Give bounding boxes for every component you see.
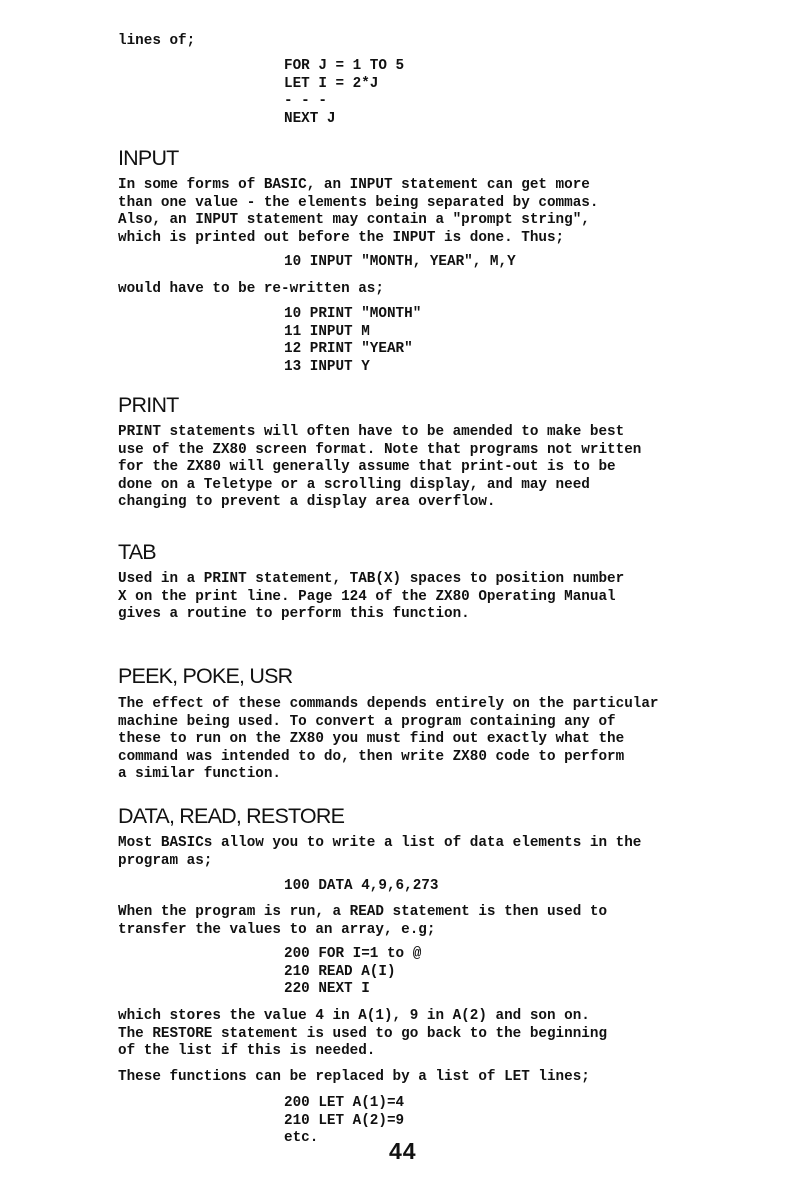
intro-text: lines of; xyxy=(118,33,196,49)
input-code-example: 10 INPUT "MONTH, YEAR", M,Y xyxy=(284,254,516,270)
section-heading-tab: TAB xyxy=(118,540,156,564)
print-paragraph: PRINT statements will often have to be amended to make best use of the ZX80 screen format. Note that programs not written for the ZX80 will generally assume that print-out is to be done on a Teletype or a scrolling display, and may need changing to prevent a display area overflow. xyxy=(118,424,642,510)
for-loop-code: FOR J = 1 TO 5 LET I = 2*J - - - NEXT J xyxy=(284,58,405,127)
data-statement-code: 100 DATA 4,9,6,273 xyxy=(284,878,439,894)
restore-paragraph: which stores the value 4 in A(1), 9 in A(2) and son on. The RESTORE statement is used to go back to the beginning of the list if this is needed. xyxy=(118,1008,608,1059)
input-rewritten-code: 10 PRINT "MONTH" 11 INPUT M 12 PRINT "YEAR" 13 INPUT Y xyxy=(284,306,422,375)
let-replacement-text: These functions can be replaced by a list of LET lines; xyxy=(118,1069,590,1085)
section-heading-peek-poke-usr: PEEK, POKE, USR xyxy=(118,664,293,688)
peek-paragraph: The effect of these commands depends entirely on the particular machine being used. To convert a program containing any of these to run on the ZX80 you must find out exactly what the command was intended to do, then write ZX80 code to perform a similar function. xyxy=(118,696,659,782)
section-heading-print: PRINT xyxy=(118,393,179,417)
input-rewrite-text: would have to be re-written as; xyxy=(118,281,384,297)
read-paragraph: When the program is run, a READ statement is then used to transfer the values to an array, e.g; xyxy=(118,904,608,938)
data-paragraph: Most BASICs allow you to write a list of data elements in the program as; xyxy=(118,835,642,869)
section-heading-input: INPUT xyxy=(118,146,179,170)
page-number: 44 xyxy=(389,1138,417,1164)
section-heading-data-read-restore: DATA, READ, RESTORE xyxy=(118,804,345,828)
tab-paragraph: Used in a PRINT statement, TAB(X) spaces to position number X on the print line. Page 124 of the ZX80 Operating Manual gives a routine to perform this function. xyxy=(118,571,625,622)
let-lines-code: 200 LET A(1)=4 210 LET A(2)=9 etc. xyxy=(284,1095,405,1146)
input-paragraph: In some forms of BASIC, an INPUT statement can get more than one value - the elements being separated by commas. Also, an INPUT statement may contain a "prompt string", which is printed out before the INPUT is done. Thus; xyxy=(118,177,599,246)
read-loop-code: 200 FOR I=1 to @ 210 READ A(I) 220 NEXT I xyxy=(284,946,422,997)
